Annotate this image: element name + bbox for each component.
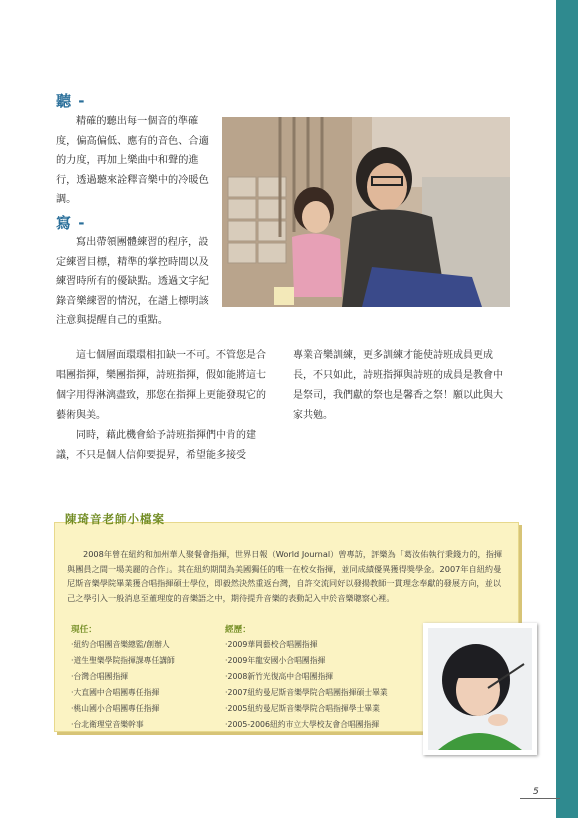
list-item: ‧2005紐約曼尼斯音樂學院合唱指揮學士畢業 bbox=[225, 704, 380, 713]
portrait-photo bbox=[423, 623, 537, 755]
list-item: ‧道生聖樂學院指揮課專任講師 bbox=[71, 656, 175, 665]
page-number: 5 bbox=[533, 787, 539, 797]
list-item: ‧台北衛理堂音樂幹事 bbox=[71, 720, 144, 729]
listen-paragraph bbox=[56, 112, 212, 210]
photo-conductor-with-child bbox=[222, 117, 510, 307]
list-item: ‧2009華岡藝校合唱團指揮 bbox=[225, 640, 318, 649]
body-left-column bbox=[56, 346, 272, 466]
portrait-illustration bbox=[428, 628, 532, 750]
body-left-paragraph-1: 這七個層面環環相扣缺一不可。不管您是合唱團指揮，樂團指揮，詩班指揮，假如能將這七個字用得淋漓盡致，那您在指揮上更能發現它的藝術與美。 bbox=[56, 350, 266, 421]
write-text: 寫出帶領團體練習的程序，設定練習目標，精準的掌控時間以及練習時所有的優缺點。透過文字紀錄音樂練習的情況，在譜上標明該注意與提醒自己的重點。 bbox=[56, 237, 209, 327]
list-item: ‧台灣合唱團指揮 bbox=[71, 672, 129, 681]
list-item: ‧紐約合唱團音樂總監/創辦人 bbox=[71, 640, 170, 649]
current-positions-list bbox=[71, 637, 221, 733]
write-paragraph bbox=[56, 233, 216, 331]
list-item: ‧桃山國小合唱團專任指揮 bbox=[71, 704, 160, 713]
list-item: ‧2005-2006紐約市立大學校友會合唱團指揮 bbox=[225, 720, 380, 729]
body-right-paragraph-1: 專業音樂訓練，更多訓練才能使詩班成員更成長，不只如此，詩班指揮與詩班的成員是教會中是祭司，我們獻的祭也是馨香之祭！願以此與大家共勉。 bbox=[293, 350, 503, 421]
experience-list bbox=[225, 637, 425, 733]
profile-title: 陳琦音老師小檔案 bbox=[65, 512, 165, 526]
photo-illustration bbox=[222, 117, 510, 307]
profile-intro bbox=[67, 547, 505, 605]
listen-text: 精確的聽出每一個音的準確度，偏高偏低、應有的音色、合適的力度，再加上樂曲中和聲的進行，透過聽來詮釋音樂中的冷暖色調。 bbox=[56, 116, 209, 206]
experience-title: 經歷： bbox=[225, 625, 251, 635]
body-right-column bbox=[293, 346, 511, 426]
list-item: ‧2007紐約曼尼斯音樂學院合唱團指揮碩士畢業 bbox=[225, 688, 388, 697]
page-number-rule bbox=[520, 798, 560, 799]
list-item: ‧2008新竹光復高中合唱團指揮 bbox=[225, 672, 334, 681]
profile-intro-text: 2008年曾在紐約和加州華人聚餐會指揮，世界日報（World Journal）曾專訪，評樂為「葛汝佑執行秉錢力的，指揮與團員之間一場美麗的合作」。其在紐約期間為美國獨任的唯一在校女指揮，並同成績優異獲得獎學金。2007年自紐約曼尼斯音樂學院畢業獲合唱指揮碩士學位，即毅然決然重返台灣，自許交流同好以發揚教師一貫理念奉獻的發展方向，並以己之學引入一般消息至董理度的音樂語之中，期待提升音樂的表動記入中於音樂聰察心裡。 bbox=[67, 549, 503, 603]
heading-write: 寫 - bbox=[56, 214, 86, 232]
heading-listen: 聽 - bbox=[56, 92, 86, 110]
list-item: ‧2009年龍安國小合唱團指揮 bbox=[225, 656, 326, 665]
current-positions-title: 現任： bbox=[71, 625, 97, 635]
list-item: ‧大直國中合唱團專任指揮 bbox=[71, 688, 160, 697]
body-left-paragraph-2: 同時，藉此機會給予詩班指揮們中肯的建議，不只是個人信仰要提昇，希望能多接受 bbox=[56, 430, 256, 461]
page-side-bar bbox=[556, 0, 578, 818]
